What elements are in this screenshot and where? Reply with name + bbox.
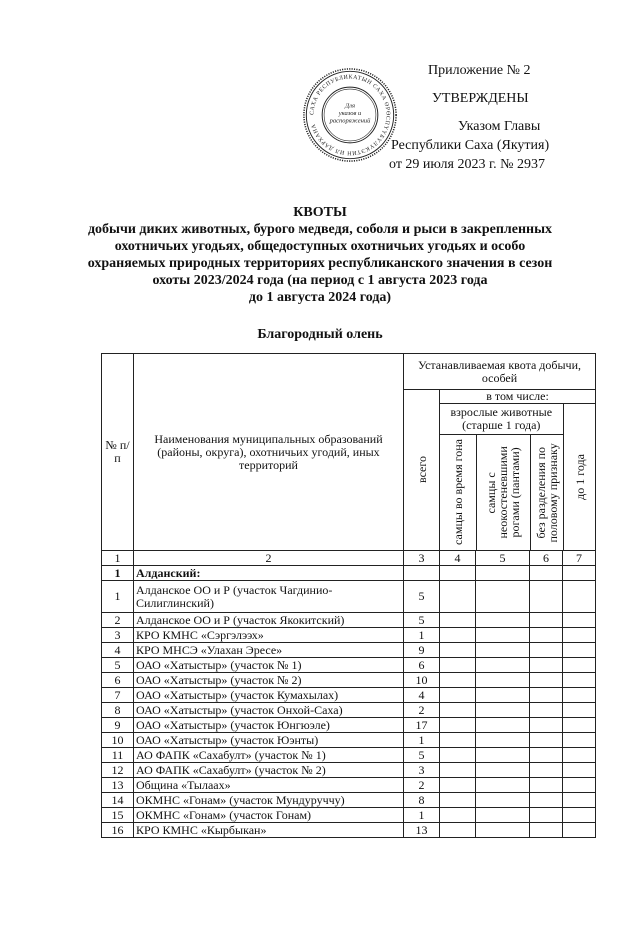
row-males-antlers <box>476 688 530 703</box>
row-no-sex-split <box>530 613 563 628</box>
table-row <box>102 658 596 673</box>
table-row <box>102 778 596 793</box>
row-name: КРО МНСЭ «Улахан Эресе» <box>134 643 404 658</box>
row-males-antlers <box>476 778 530 793</box>
row-males-antlers <box>476 733 530 748</box>
row-under1 <box>563 658 596 673</box>
quota-table <box>101 353 596 838</box>
column-number: 1 <box>102 551 134 566</box>
row-name: ОАО «Хатыстыр» (участок Онхой-Саха) <box>134 703 404 718</box>
table-row <box>102 673 596 688</box>
row-males-rut <box>440 613 476 628</box>
subtitle-line: охраняемых природных территориях республиканского значения в сезон <box>87 256 553 271</box>
row-under1 <box>563 628 596 643</box>
column-number-row <box>102 551 596 566</box>
table-row <box>102 748 596 763</box>
section-name: Алданский: <box>134 566 404 581</box>
svg-text:Дляуказов ираспоряжений: Для указов и распоряжений <box>329 102 371 125</box>
row-males-antlers <box>476 748 530 763</box>
header-nosex-cell <box>530 434 563 550</box>
row-total: 6 <box>404 658 440 673</box>
row-males-antlers <box>476 658 530 673</box>
section-row <box>102 566 596 581</box>
header-adults: взрослые животные (старше 1 года) <box>440 404 563 434</box>
row-no-sex-split <box>530 793 563 808</box>
republic-label: Республики Саха (Якутия) <box>391 138 550 153</box>
decree-date-number: от 29 июля 2023 г. № 2937 <box>389 157 545 172</box>
row-males-antlers <box>476 628 530 643</box>
row-males-rut <box>440 733 476 748</box>
row-name: АО ФАПК «Сахабулт» (участок № 1) <box>134 748 404 763</box>
row-num: 3 <box>102 628 134 643</box>
row-name: КРО КМНС «Сэргэлээх» <box>134 628 404 643</box>
row-under1 <box>563 748 596 763</box>
row-no-sex-split <box>530 658 563 673</box>
row-name: КРО КМНС «Кырбыкан» <box>134 823 404 838</box>
row-males-rut <box>440 808 476 823</box>
row-males-rut <box>440 703 476 718</box>
table-row <box>102 808 596 823</box>
table-row <box>102 703 596 718</box>
row-no-sex-split <box>530 748 563 763</box>
column-number: 7 <box>563 551 596 566</box>
row-males-rut <box>440 688 476 703</box>
document-subtitle <box>70 221 570 306</box>
row-num: 10 <box>102 733 134 748</box>
row-total: 5 <box>404 748 440 763</box>
header-including: в том числе: <box>440 390 596 404</box>
row-under1 <box>563 808 596 823</box>
row-males-antlers <box>476 763 530 778</box>
table-row <box>102 733 596 748</box>
row-males-antlers <box>476 673 530 688</box>
row-males-rut <box>440 658 476 673</box>
row-total: 2 <box>404 778 440 793</box>
row-total: 1 <box>404 808 440 823</box>
row-males-rut <box>440 778 476 793</box>
row-total: 8 <box>404 793 440 808</box>
header-total-cell <box>404 390 440 551</box>
row-males-rut <box>440 763 476 778</box>
header-sub-cell <box>440 404 596 551</box>
row-males-rut <box>440 628 476 643</box>
row-num: 16 <box>102 823 134 838</box>
row-under1 <box>563 733 596 748</box>
row-males-rut <box>440 748 476 763</box>
row-num: 1 <box>102 581 134 613</box>
row-under1 <box>563 778 596 793</box>
header-quota: Устанавливаемая квота добычи, особей <box>404 354 596 390</box>
row-num: 2 <box>102 613 134 628</box>
subtitle-line: охоты 2023/2024 года (на период с 1 августа 2023 года <box>152 273 488 288</box>
row-under1 <box>563 673 596 688</box>
table-row <box>102 643 596 658</box>
table-row <box>102 613 596 628</box>
table-row <box>102 718 596 733</box>
row-total: 3 <box>404 763 440 778</box>
row-name: ОАО «Хатыстыр» (участок Юнгюэле) <box>134 718 404 733</box>
column-number: 3 <box>404 551 440 566</box>
row-under1 <box>563 793 596 808</box>
row-total: 4 <box>404 688 440 703</box>
decree-label: Указом Главы <box>458 119 541 134</box>
row-num: 6 <box>102 673 134 688</box>
section-num: 1 <box>102 566 134 581</box>
row-under1 <box>563 643 596 658</box>
approval-block <box>380 60 630 176</box>
table-row <box>102 763 596 778</box>
row-no-sex-split <box>530 733 563 748</box>
row-total: 5 <box>404 581 440 613</box>
header-under1: до 1 года <box>572 454 587 500</box>
row-name: ОАО «Хатыстыр» (участок № 2) <box>134 673 404 688</box>
table-row <box>102 823 596 838</box>
row-under1 <box>563 823 596 838</box>
appendix-label: Приложение № 2 <box>428 63 531 78</box>
row-under1 <box>563 581 596 613</box>
column-number: 2 <box>134 551 404 566</box>
row-no-sex-split <box>530 823 563 838</box>
table-row <box>102 793 596 808</box>
row-no-sex-split <box>530 703 563 718</box>
row-total: 1 <box>404 733 440 748</box>
row-name: ОАО «Хатыстыр» (участок Юэнты) <box>134 733 404 748</box>
header-males-antlers: самцы с неокостеневшими рогами (пантами) <box>484 446 522 539</box>
row-under1 <box>563 718 596 733</box>
row-under1 <box>563 688 596 703</box>
row-name: АО ФАПК «Сахабулт» (участок № 2) <box>134 763 404 778</box>
header-rut-cell <box>440 434 476 550</box>
row-total: 13 <box>404 823 440 838</box>
row-no-sex-split <box>530 718 563 733</box>
official-seal <box>302 67 398 163</box>
row-num: 11 <box>102 748 134 763</box>
header-antlers-cell <box>476 434 530 550</box>
subtitle-line: охотничьих угодьях, общедоступных охотничьих угодьях и особо <box>114 239 526 254</box>
row-no-sex-split <box>530 778 563 793</box>
row-name: Алданское ОО и Р (участок Якокитский) <box>134 613 404 628</box>
row-total: 17 <box>404 718 440 733</box>
row-name: Община «Тылаах» <box>134 778 404 793</box>
header-males-rut: самцы во время гона <box>450 439 465 546</box>
row-num: 8 <box>102 703 134 718</box>
row-no-sex-split <box>530 688 563 703</box>
row-num: 9 <box>102 718 134 733</box>
row-under1 <box>563 703 596 718</box>
row-males-rut <box>440 718 476 733</box>
row-males-antlers <box>476 643 530 658</box>
approved-label: УТВЕРЖДЕНЫ <box>432 91 529 106</box>
row-males-rut <box>440 673 476 688</box>
row-males-antlers <box>476 823 530 838</box>
subtitle-line: добычи диких животных, бурого медведя, соболя и рыси в закрепленных <box>87 222 553 237</box>
row-no-sex-split <box>530 581 563 613</box>
row-num: 4 <box>102 643 134 658</box>
row-no-sex-split <box>530 643 563 658</box>
row-name: Алданское ОО и Р (участок Чагдинио-Силиглинский) <box>134 581 404 613</box>
row-males-rut <box>440 823 476 838</box>
row-name: ОКМНС «Гонам» (участок Гонам) <box>134 808 404 823</box>
row-males-antlers <box>476 718 530 733</box>
row-total: 5 <box>404 613 440 628</box>
column-number: 4 <box>440 551 476 566</box>
row-males-rut <box>440 793 476 808</box>
row-num: 15 <box>102 808 134 823</box>
header-sub-table <box>440 404 596 550</box>
column-number: 5 <box>476 551 530 566</box>
row-no-sex-split <box>530 628 563 643</box>
column-number: 6 <box>530 551 563 566</box>
row-under1 <box>563 763 596 778</box>
header-under1-cell <box>563 404 596 550</box>
row-total: 2 <box>404 703 440 718</box>
row-males-antlers <box>476 703 530 718</box>
row-males-rut <box>440 581 476 613</box>
row-num: 7 <box>102 688 134 703</box>
row-num: 12 <box>102 763 134 778</box>
header-num: № п/п <box>102 354 134 551</box>
row-num: 14 <box>102 793 134 808</box>
row-males-antlers <box>476 613 530 628</box>
row-males-antlers <box>476 581 530 613</box>
row-no-sex-split <box>530 763 563 778</box>
subtitle-line: до 1 августа 2024 года) <box>248 290 392 305</box>
row-no-sex-split <box>530 808 563 823</box>
row-num: 13 <box>102 778 134 793</box>
row-name: ОАО «Хатыстыр» (участок № 1) <box>134 658 404 673</box>
document-title: КВОТЫ <box>293 205 347 220</box>
row-total: 10 <box>404 673 440 688</box>
row-total: 9 <box>404 643 440 658</box>
row-name: ОКМНС «Гонам» (участок Мундуруччу) <box>134 793 404 808</box>
header-no-sex-split: без разделения по половому признаку <box>533 442 560 542</box>
header-total: всего <box>414 456 429 484</box>
row-name: ОАО «Хатыстыр» (участок Кумахылах) <box>134 688 404 703</box>
row-num: 5 <box>102 658 134 673</box>
table-row <box>102 581 596 613</box>
header-name: Наименования муниципальных образований (районы, округа), охотничьих угодий, иных территорий <box>134 354 404 551</box>
row-under1 <box>563 613 596 628</box>
row-no-sex-split <box>530 673 563 688</box>
svg-text:САХА РЕСПУБЛИКАТЫН САХА ӨРӨСПҮ: САХА РЕСПУБЛИКАТЫН САХА ӨРӨСПҮҮБҮЛҮКЭТИН ИЛ ДАРХАНА <box>309 74 391 156</box>
table-row <box>102 628 596 643</box>
species-heading: Благородный олень <box>257 327 383 342</box>
row-total: 1 <box>404 628 440 643</box>
row-males-rut <box>440 643 476 658</box>
table-row <box>102 688 596 703</box>
row-males-antlers <box>476 793 530 808</box>
row-males-antlers <box>476 808 530 823</box>
